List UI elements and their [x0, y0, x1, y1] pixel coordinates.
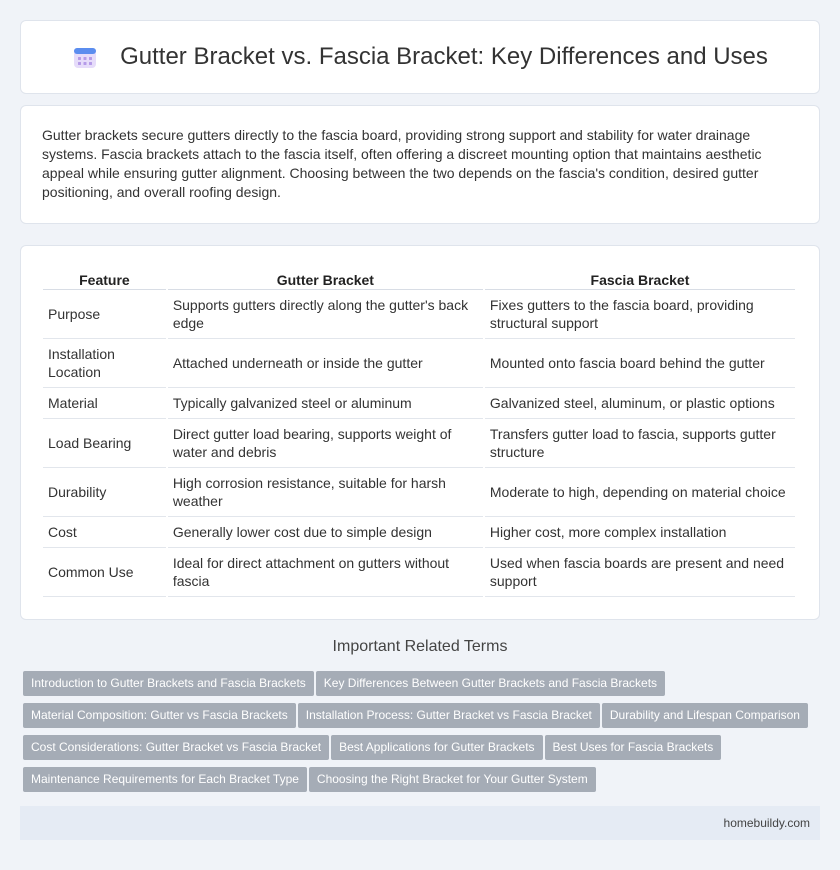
table-row [43, 517, 795, 548]
fascia-bracket-cell: Used when fascia boards are present and need support [485, 548, 795, 597]
footer [20, 806, 820, 840]
gutter-bracket-cell: Typically galvanized steel or aluminum [168, 388, 483, 419]
table-row [43, 419, 795, 468]
feature-cell: Durability [43, 468, 166, 517]
related-term-tag[interactable]: Introduction to Gutter Brackets and Fascia Brackets [23, 671, 314, 696]
feature-cell: Common Use [43, 548, 166, 597]
feature-cell: Load Bearing [43, 419, 166, 468]
related-term-tag[interactable]: Durability and Lifespan Comparison [602, 703, 808, 728]
comparison-table-card [20, 245, 820, 620]
table-row [43, 548, 795, 597]
table-header-row [43, 266, 795, 290]
related-terms-tags [23, 671, 823, 799]
comparison-table [41, 266, 797, 597]
gutter-bracket-cell: Supports gutters directly along the gutter's back edge [168, 290, 483, 339]
related-term-tag[interactable]: Maintenance Requirements for Each Bracket Type [23, 767, 307, 792]
feature-cell: Installation Location [43, 339, 166, 388]
footer-site-link[interactable]: homebuildy.com [723, 816, 810, 830]
related-term-tag[interactable]: Cost Considerations: Gutter Bracket vs Fascia Bracket [23, 735, 329, 760]
column-header-feature: Feature [43, 266, 166, 290]
fascia-bracket-cell: Mounted onto fascia board behind the gutter [485, 339, 795, 388]
related-term-tag[interactable]: Best Applications for Gutter Brackets [331, 735, 542, 760]
feature-cell: Material [43, 388, 166, 419]
page-title: Gutter Bracket vs. Fascia Bracket: Key Differences and Uses [120, 43, 768, 70]
gutter-bracket-cell: Ideal for direct attachment on gutters without fascia [168, 548, 483, 597]
column-header-fascia-bracket: Fascia Bracket [485, 266, 795, 290]
related-term-tag[interactable]: Key Differences Between Gutter Brackets and Fascia Brackets [316, 671, 665, 696]
feature-cell: Cost [43, 517, 166, 548]
fascia-bracket-cell: Higher cost, more complex installation [485, 517, 795, 548]
column-header-gutter-bracket: Gutter Bracket [168, 266, 483, 290]
intro-text: Gutter brackets secure gutters directly to the fascia board, providing strong support and stability for water drainage systems. Fascia brackets attach to the fascia itself, often offering a discreet mounting option that maintains aesthetic appeal while ensuring gutter alignment. Choosing between the two depends on the fascia's condition, desired gutter positioning, and overall roofing design. [42, 127, 762, 200]
fascia-bracket-cell: Moderate to high, depending on material choice [485, 468, 795, 517]
calendar-icon [72, 44, 98, 70]
intro-card [20, 105, 820, 224]
table-row [43, 339, 795, 388]
table-row [43, 290, 795, 339]
table-row [43, 388, 795, 419]
header-card [20, 20, 820, 94]
gutter-bracket-cell: High corrosion resistance, suitable for harsh weather [168, 468, 483, 517]
feature-cell: Purpose [43, 290, 166, 339]
fascia-bracket-cell: Galvanized steel, aluminum, or plastic options [485, 388, 795, 419]
gutter-bracket-cell: Attached underneath or inside the gutter [168, 339, 483, 388]
gutter-bracket-cell: Direct gutter load bearing, supports weight of water and debris [168, 419, 483, 468]
related-term-tag[interactable]: Best Uses for Fascia Brackets [545, 735, 722, 760]
table-row [43, 468, 795, 517]
related-term-tag[interactable]: Choosing the Right Bracket for Your Gutter System [309, 767, 596, 792]
related-terms-title: Important Related Terms [332, 638, 508, 655]
gutter-bracket-cell: Generally lower cost due to simple design [168, 517, 483, 548]
fascia-bracket-cell: Fixes gutters to the fascia board, providing structural support [485, 290, 795, 339]
fascia-bracket-cell: Transfers gutter load to fascia, supports gutter structure [485, 419, 795, 468]
related-term-tag[interactable]: Installation Process: Gutter Bracket vs Fascia Bracket [298, 703, 600, 728]
related-term-tag[interactable]: Material Composition: Gutter vs Fascia Brackets [23, 703, 296, 728]
